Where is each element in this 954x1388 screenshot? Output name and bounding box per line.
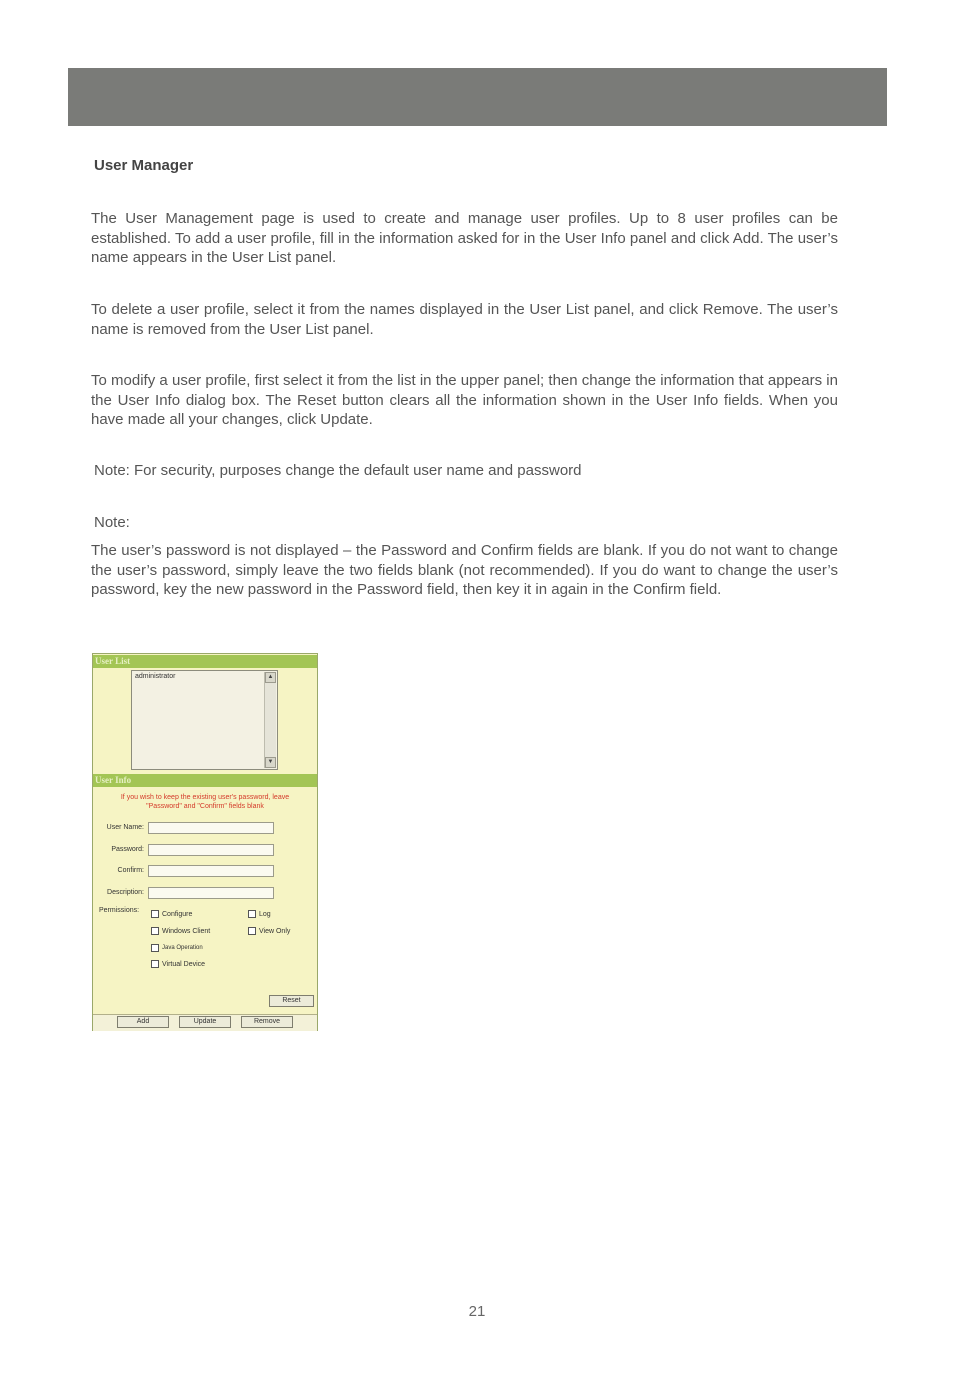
java-operation-label: Java Operation — [162, 945, 203, 951]
password-input[interactable] — [148, 844, 274, 856]
password-warning: If you wish to keep the existing user's password, leave "Password" and "Confirm" fields blank — [120, 794, 290, 810]
list-scrollbar[interactable] — [264, 672, 276, 768]
view-only-checkbox[interactable] — [248, 927, 256, 935]
scroll-up-icon[interactable]: ▲ — [265, 672, 276, 683]
header-bar — [68, 68, 887, 126]
list-item[interactable]: administrator — [135, 673, 176, 680]
log-checkbox[interactable] — [248, 910, 256, 918]
virtual-device-label: Virtual Device — [162, 961, 206, 968]
note-label: Note: — [94, 514, 130, 531]
remove-button[interactable]: Remove — [241, 1016, 293, 1028]
confirm-input[interactable] — [148, 865, 274, 877]
password-paragraph: The user’s password is not displayed – the Password and Confirm fields are blank. If you do not want to change the user’s password, simply leave the two fields blank (not recommended). If you do want to change the user’s password, key the new password in the Password field, then key it in again in the Confirm field. — [91, 542, 838, 598]
password-label: Password: — [111, 846, 144, 853]
java-operation-checkbox[interactable] — [151, 944, 159, 952]
user-list-box[interactable] — [131, 670, 278, 770]
description-label: Description: — [107, 889, 144, 896]
modify-paragraph: To modify a user profile, first select it from the list in the upper panel; then change the information that appears in the User Info dialog box. The Reset button clears all the information shown in the User Info fields. When you have made all your changes, click Update. — [91, 372, 838, 428]
configure-checkbox[interactable] — [151, 910, 159, 918]
virtual-device-checkbox[interactable] — [151, 960, 159, 968]
user-list-header: User List — [93, 655, 317, 668]
log-label: Log — [259, 911, 271, 918]
reset-button[interactable]: Reset — [269, 995, 314, 1007]
description-input[interactable] — [148, 887, 274, 899]
user-info-header: User Info — [93, 774, 317, 787]
button-bar — [93, 1014, 317, 1031]
intro-paragraph: The User Management page is used to create and manage user profiles. Up to 8 user profiles can be established. To add a user profile, fill in the information asked for in the User Info panel and click Add. The user’s name appears in the User List panel. — [91, 210, 838, 266]
windows-client-label: Windows Client — [162, 928, 211, 935]
security-note: Note: For security, purposes change the default user name and password — [94, 462, 582, 479]
page-number: 21 — [468, 1303, 486, 1320]
user-name-label: User Name: — [106, 824, 144, 831]
configure-label: Configure — [162, 911, 193, 918]
add-button[interactable]: Add — [117, 1016, 169, 1028]
permissions-label: Permissions: — [99, 907, 140, 914]
section-title: User Manager — [94, 157, 194, 174]
windows-client-checkbox[interactable] — [151, 927, 159, 935]
update-button[interactable]: Update — [179, 1016, 231, 1028]
user-manager-screenshot — [92, 653, 318, 1031]
view-only-label: View Only — [259, 928, 291, 935]
confirm-label: Confirm: — [117, 867, 144, 874]
user-name-input[interactable] — [148, 822, 274, 834]
scroll-down-icon[interactable]: ▼ — [265, 757, 276, 768]
delete-paragraph: To delete a user profile, select it from the names displayed in the User List panel, and click Remove. The user’s name is removed from the User List panel. — [91, 301, 838, 338]
